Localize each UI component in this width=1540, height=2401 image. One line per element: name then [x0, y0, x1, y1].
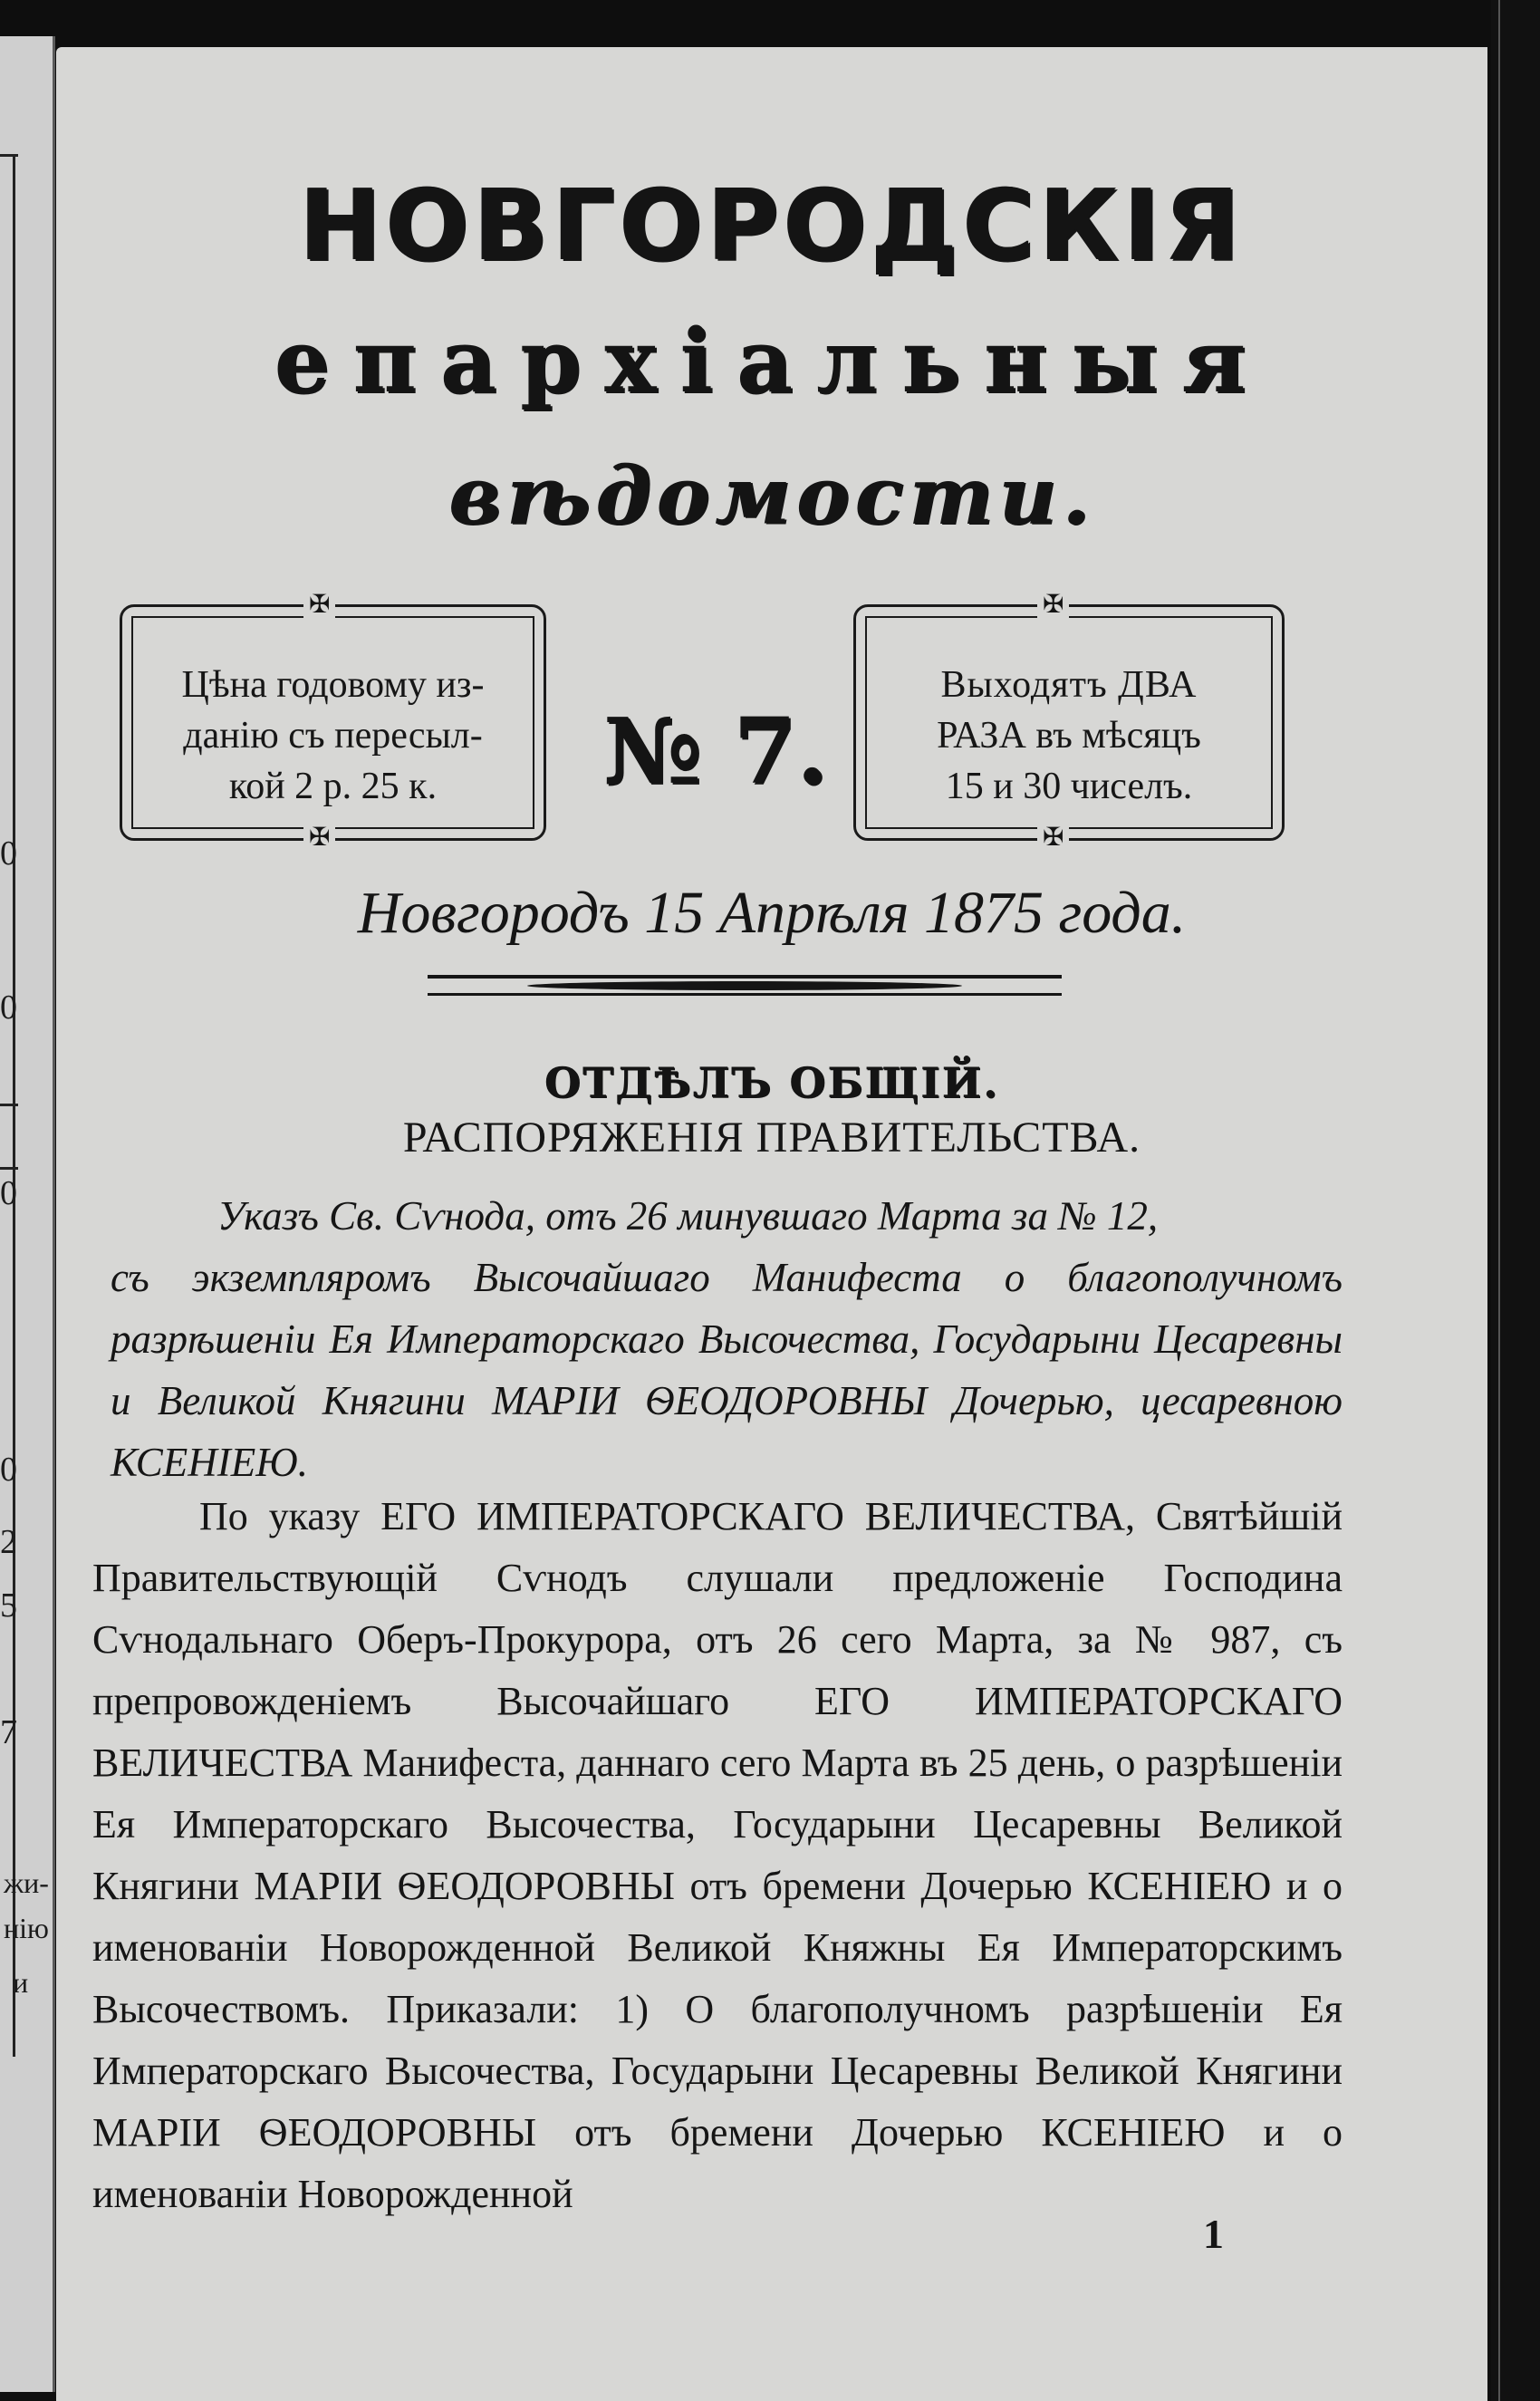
- divider-rule: [428, 975, 1062, 979]
- issue-number: № 7.: [603, 698, 828, 805]
- divider-ornament: [527, 981, 962, 990]
- previous-page-mark: 0: [0, 1451, 17, 1489]
- ornament-icon: ✠: [303, 824, 335, 852]
- schedule-box-line: 15 и 30 чиселъ.: [945, 766, 1193, 807]
- schedule-box-line: РАЗА въ мѣсяцъ: [937, 715, 1201, 757]
- price-box-line: кой 2 р. 25 к.: [228, 766, 438, 807]
- schedule-box-line: Выходятъ ДВА: [940, 664, 1198, 706]
- ornament-icon: ✠: [1037, 824, 1069, 852]
- previous-page-tick: [0, 1104, 18, 1106]
- previous-page-mark: 0: [0, 988, 17, 1027]
- masthead-title-line1: НОВГОРОДСКІЯ: [299, 169, 1245, 283]
- decree-heading-first-line: Указъ Св. Сѵнода, отъ 26 минувшаго Марта за № 12,: [217, 1193, 1159, 1239]
- previous-page-mark: 0: [0, 834, 17, 873]
- dateline: Новгородъ 15 Апрѣля 1875 года.: [357, 880, 1187, 946]
- section-title: ОТДѢЛЪ ОБЩІЙ.: [544, 1058, 1000, 1107]
- previous-page-mark: 5: [0, 1586, 17, 1625]
- masthead-title-line2: епархіальныя: [274, 310, 1270, 412]
- ornament-icon: ✠: [1037, 592, 1069, 619]
- price-box-line: данію съ пересыл-: [183, 715, 483, 757]
- schedule-box: [853, 591, 1285, 852]
- decree-heading-text: съ экземпляромъ Высочайшаго Манифеста о благополучномъ разрѣшеніи Ея Императорскаго Высочества, Государыни Цесаревны и Великой Княгини МАРІИ ѲЕОДОРОВНЫ Дочерью, цесаревною КСЕНІЕЮ.: [111, 1255, 1343, 1485]
- masthead-title-line3: вѣдомости.: [448, 448, 1095, 543]
- newspaper-page: [56, 47, 1487, 2401]
- article-body: [92, 1486, 1343, 2225]
- previous-page-mark: 2: [0, 1523, 17, 1561]
- decree-heading: [111, 1185, 1343, 1493]
- previous-page-word: и: [13, 1966, 29, 1999]
- page-right-edge: [1491, 0, 1540, 2401]
- ornament-icon: ✠: [303, 592, 335, 619]
- page-edge-line: [1498, 0, 1500, 2401]
- page-number: 1: [1203, 2211, 1224, 2257]
- previous-page-tick: [0, 1167, 18, 1170]
- price-box-line: Цѣна годовому из-: [181, 664, 485, 706]
- previous-page-word: нію: [4, 1912, 49, 1944]
- previous-page-mark: 7: [0, 1713, 17, 1751]
- section-subtitle: РАСПОРЯЖЕНІЯ ПРАВИТЕЛЬСТВА.: [402, 1114, 1141, 1162]
- previous-page-mark: 0: [0, 1174, 17, 1212]
- article-paragraph: По указу ЕГО ИМПЕРАТОРСКАГО ВЕЛИЧЕСТВА, Святѣйшій Правительствующій Сѵнодъ слушали предложеніе Господина Сѵнодальнаго Оберъ-Прокурора, отъ 26 сего Марта, за № 987, съ препровожденіемъ Высочайшаго ЕГО ИМПЕРАТОРСКАГО ВЕЛИЧЕСТВА Манифеста, даннаго сего Марта въ 25 день, о разрѣшеніи Ея Императорскаго Высочества, Государыни Цесаревны Великой Княгини МАРІИ ѲЕОДОРОВНЫ отъ бремени Дочерью КСЕНІЕЮ и о именованіи Новорожденной Великой Княжны Ея Императорскимъ Высочествомъ. Приказали: 1) О благополучномъ разрѣшеніи Ея Императорскаго Высочества, Государыни Цесаревны Великой Княгини МАРІИ ѲЕОДОРОВНЫ отъ бремени Дочерью КСЕНІЕЮ и о именованіи Новорожденной: [92, 1494, 1343, 2216]
- divider-rule: [428, 993, 1062, 996]
- price-box: [120, 591, 546, 852]
- previous-page-edge: [0, 36, 55, 2392]
- previous-page-tick: [0, 154, 18, 157]
- previous-page-word: жи-: [4, 1866, 49, 1899]
